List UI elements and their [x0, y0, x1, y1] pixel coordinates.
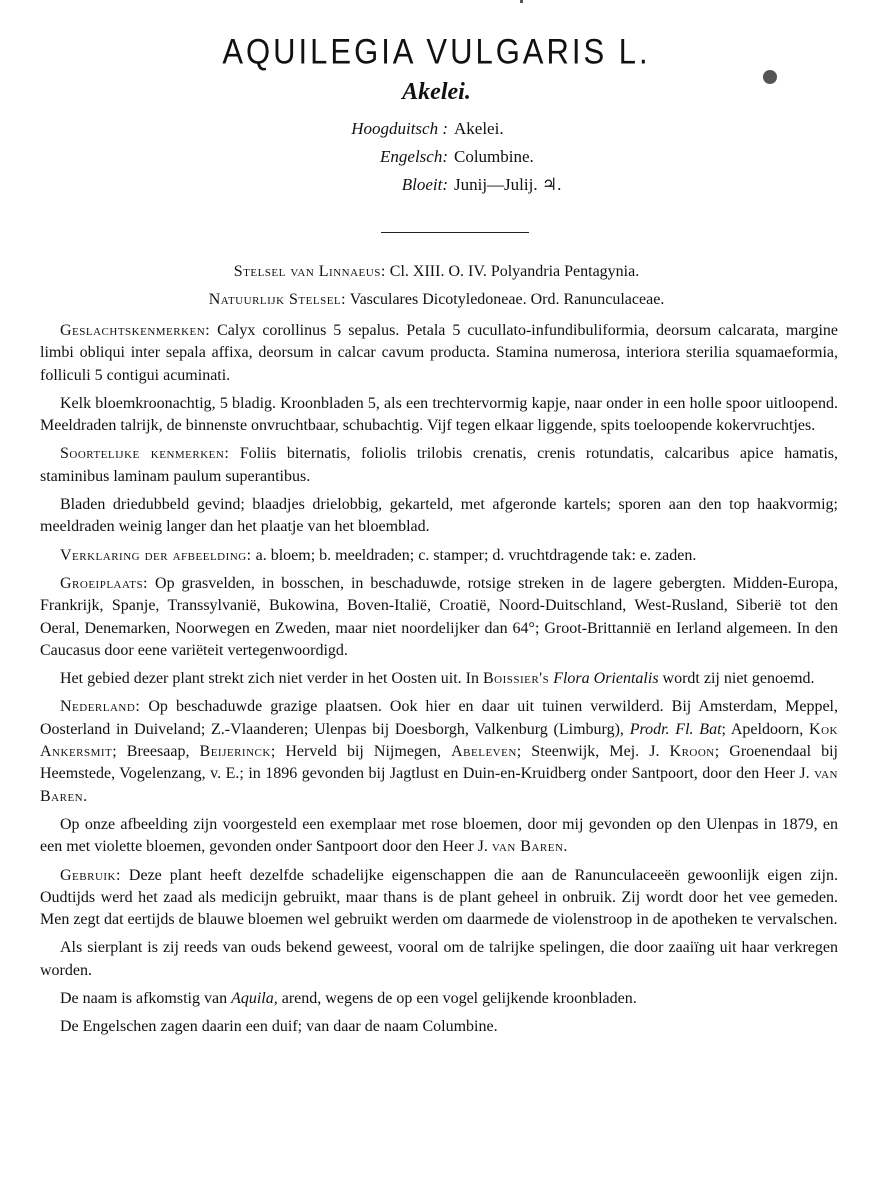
- text-run: Het gebied dezer plant strekt zich niet verder in het Oosten uit. In: [60, 670, 483, 688]
- text-run: .: [563, 838, 568, 856]
- section-label: Natuurlijk Stelsel:: [208, 291, 347, 308]
- work-title: Prodr. Fl. Bat: [629, 720, 722, 738]
- main-text: [40, 320, 838, 1045]
- habitat-paragraph: [40, 573, 838, 662]
- section-text: a. bloem; b. meeldraden; c. stamper; d. vruchtdragende tak: e. zaden.: [251, 546, 697, 564]
- latin-word: Aquila,: [231, 990, 278, 1008]
- text-run: .: [83, 787, 88, 805]
- section-label: Gebruik:: [60, 866, 121, 884]
- text-run: De naam is afkomstig van: [60, 990, 232, 1008]
- person-name: Kroon: [669, 743, 715, 761]
- section-text: Cl. XIII. O. IV. Polyandria Pentagynia.: [385, 263, 640, 280]
- name-value: Akelei.: [454, 119, 504, 138]
- text-run: ; Apeldoorn,: [721, 720, 810, 738]
- text-run: ; Groenendaal bij Heemstede, Vogelenzang, v. E.; in 1896 gevonden bij Jagtlust en Duin-en-Kruidberg onder Santpoort, door den Heer J.: [40, 743, 838, 783]
- figure-description-paragraph: [40, 814, 838, 859]
- section-label: Geslachtskenmerken:: [60, 322, 211, 339]
- name-label: Engelsch:: [380, 147, 448, 166]
- section-text: Foliis biternatis, foliolis trilobis crenatis, crenis rotundatis, calcaribus apice hamatis, staminibus laminam paulum superantibus.: [40, 445, 838, 485]
- person-name: Kok Ankersmit: [40, 720, 838, 761]
- section-label: Verklaring der afbeelding:: [60, 546, 252, 564]
- divider-rule: [381, 232, 529, 233]
- text-run: arend, wegens de op een vogel gelijkende kroonbladen.: [277, 990, 637, 1008]
- natural-system-line: [0, 291, 873, 309]
- name-value: Junij—Julij. ♃.: [454, 175, 562, 194]
- text-run: Op beschaduwde grazige plaatsen. Ook hier en daar uit tuinen verwilderd. Bij Amsterdam, Meppel, Oosterland in Duiveland; Z.-Vlaanderen; Ulenpas bij Doesborgh, Valkenburg (Limburg),: [40, 698, 838, 738]
- print-speck: [520, 0, 523, 3]
- text-run: wordt zij niet genoemd.: [658, 670, 815, 688]
- genus-latin-paragraph: [40, 320, 838, 387]
- page-subtitle: Akelei.: [402, 79, 471, 105]
- english-name-paragraph: De Engelschen zagen daarin een duif; van daar de naam Columbine.: [60, 1018, 498, 1036]
- text-run: ; Herveld bij Nijmegen,: [270, 743, 452, 761]
- figure-legend-paragraph: [40, 545, 838, 567]
- section-label: Groeiplaats:: [60, 574, 149, 592]
- section-text: Vasculares Dicotyledoneae. Ord. Ranunculaceae.: [346, 291, 665, 308]
- east-range-paragraph: [40, 668, 838, 690]
- name-label: Hoogduitsch :: [351, 119, 448, 138]
- person-name: van Baren: [40, 765, 838, 805]
- name-label: Bloeit:: [401, 175, 448, 194]
- species-dutch-paragraph: Bladen driedubbeld gevind; blaadjes drielobbig, gekarteld, met afgeronde kartels; sporen aan den top haakvormig; meeldraden weinig langer dan het plaatje van het bloemblad.: [40, 496, 838, 536]
- section-text: Deze plant heeft dezelfde schadelijke eigenschappen die aan de Ranunculaceeën gewoonlijk eigen zijn. Oudtijds werd het zaad als medicijn gebruikt, maar thans is de plant geheel in onbruik. Zij wordt door het vee gemeden. Men zegt dat eertijds de blauwe bloemen wel gebruikt werden om daarmede de violenstroop in de apotheken te vervalschen.: [40, 866, 838, 929]
- person-name: van Baren: [491, 838, 564, 856]
- page-title: AQUILEGIA VULGARIS L.: [222, 31, 651, 72]
- name-value: Columbine.: [454, 147, 534, 166]
- work-title: Flora Orientalis: [549, 670, 659, 688]
- section-label: Soortelijke kenmerken:: [60, 445, 230, 463]
- section-text: Op grasvelden, in bosschen, in beschaduwde, rotsige streken in de lagere gebergten. Midden-Europa, Frankrijk, Spanje, Transsylvanië, Bukowina, Boven-Italië, Croatië, Noord-Duitschland, West-Rusland, Siberië tot den Oeral, Denemarken, Noorwegen en Zweden, maar niet noordelijker dan 64°; Groot-Brittannië en Ierland algemeen. In den Caucasus door eene variëteit vertegenwoordigd.: [40, 574, 838, 659]
- use-paragraph: [40, 865, 838, 932]
- person-name: Abeleven: [451, 743, 517, 761]
- species-latin-paragraph: [40, 443, 838, 488]
- section-label: Nederland:: [60, 698, 141, 716]
- etymology-paragraph: [40, 988, 838, 1010]
- text-run: ; Steenwijk, Mej. J.: [516, 743, 670, 761]
- person-name: Beijerinck: [199, 743, 271, 761]
- netherlands-paragraph: [40, 696, 838, 807]
- section-text: Calyx corollinus 5 sepalus. Petala 5 cucullato-infundibuliformia, deorsum calcarata, margine limbi obliqui inter sepala affixa, deorsum in calcar cavum producta. Stamina numerosa, interiora sterilia squamaeformia, folliculi 5 contigui acuminati.: [40, 322, 838, 384]
- author-name: Boissier's: [482, 670, 550, 688]
- text-run: ; Breesaap,: [112, 743, 200, 761]
- linnaeus-system-line: [0, 263, 873, 281]
- section-label: Stelsel van Linnaeus:: [233, 263, 386, 280]
- ornamental-paragraph: Als sierplant is zij reeds van ouds bekend geweest, vooral om de talrijke spelingen, die door zaaiïng uit haar verkregen worden.: [40, 939, 838, 979]
- text-run: Op onze afbeelding zijn voorgesteld een exemplaar met rose bloemen, door mij gevonden op den Ulenpas in 1879, en een met violette bloemen, gevonden onder Santpoort door den Heer J.: [40, 815, 838, 856]
- genus-dutch-paragraph: Kelk bloemkroonachtig, 5 bladig. Kroonbladen 5, als een trechtervormig kapje, naar onder in een holle spoor uitloopend. Meeldraden talrijk, de binnenste onvruchtbaar, schubachtig. Vijf tegen elkaar liggende, spits toeloopende kokervruchtjes.: [40, 394, 838, 435]
